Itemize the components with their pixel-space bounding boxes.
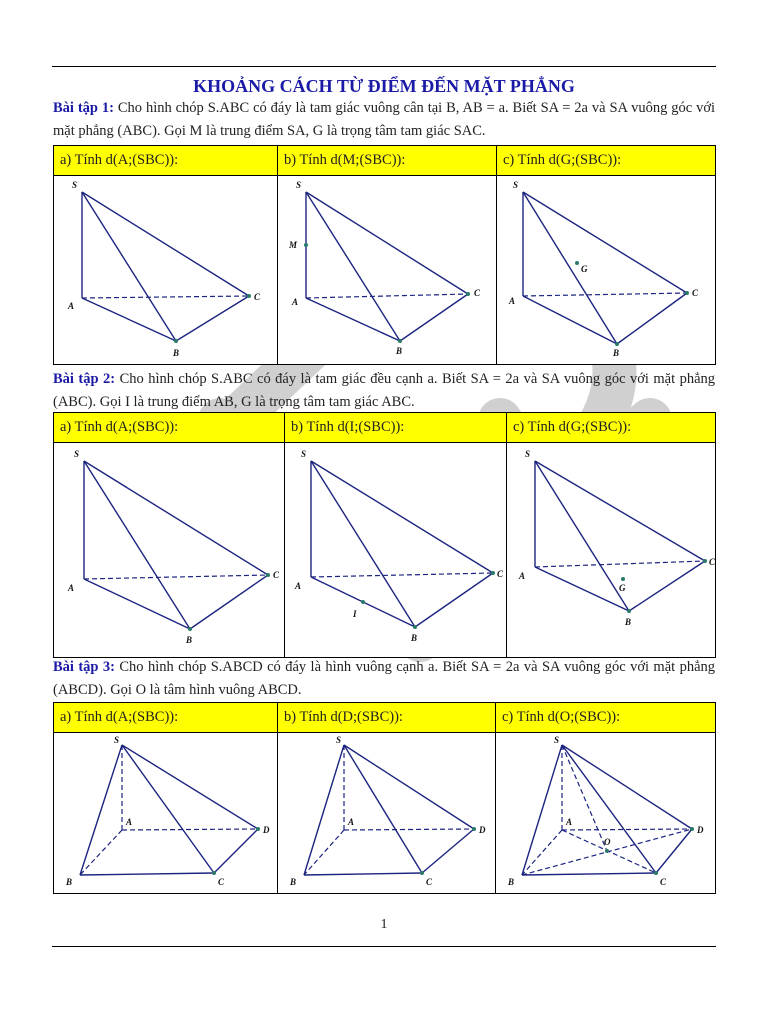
label-c: C bbox=[426, 877, 433, 887]
label-c: C bbox=[692, 288, 699, 298]
label-a: A bbox=[519, 571, 526, 581]
label-b: B bbox=[613, 348, 620, 358]
label-b: B bbox=[508, 877, 515, 887]
label-d: D bbox=[263, 825, 270, 835]
label-m: M bbox=[289, 240, 298, 250]
label-b: B bbox=[66, 877, 73, 887]
label-o: O bbox=[604, 837, 611, 847]
exercise-1-figure-c bbox=[497, 176, 715, 364]
label-c: C bbox=[709, 557, 716, 567]
exercise-2-label: Bài tập 2: bbox=[53, 371, 116, 387]
exercise-3-figure-a bbox=[54, 733, 276, 893]
exercise-3-figure-c bbox=[496, 733, 714, 893]
exercise-2-question-a: a) Tính d(A;(SBC)): bbox=[54, 413, 285, 443]
label-s: S bbox=[336, 735, 342, 745]
label-s: S bbox=[296, 180, 302, 190]
label-a: A bbox=[126, 817, 133, 827]
label-b: B bbox=[186, 635, 193, 645]
top-rule bbox=[52, 66, 716, 67]
exercise-3-label: Bài tập 3: bbox=[53, 659, 115, 675]
label-s: S bbox=[554, 735, 560, 745]
label-a: A bbox=[566, 817, 573, 827]
label-a: A bbox=[348, 817, 355, 827]
document-title: KHOẢNG CÁCH TỪ ĐIỂM ĐẾN MẶT PHẲNG bbox=[193, 76, 575, 96]
label-s: S bbox=[74, 449, 80, 459]
exercise-2-statement bbox=[53, 368, 715, 414]
label-g: G bbox=[619, 583, 626, 593]
label-c: C bbox=[254, 292, 261, 302]
exercise-1-text: Cho hình chóp S.ABC có đáy là tam giác vuông cân tại B, AB = a. Biết SA = 2a và SA vuông góc với mặt phẳng (ABC). Gọi M là trung điểm SA, G là trọng tâm tam giác SAC. bbox=[53, 100, 716, 139]
exercise-1-question-a: a) Tính d(A;(SBC)): bbox=[54, 146, 278, 176]
label-b: B bbox=[625, 617, 632, 627]
label-i: I bbox=[353, 609, 357, 619]
label-b: B bbox=[173, 348, 180, 358]
exercise-1-question-b: b) Tính d(M;(SBC)): bbox=[278, 146, 497, 176]
label-a: A bbox=[292, 297, 299, 307]
label-s: S bbox=[301, 449, 307, 459]
exercise-3-text: Cho hình chóp S.ABCD có đáy là hình vuông cạnh a. Biết SA = 2a và SA vuông góc với mặt phẳng (ABCD). Gọi O là tâm hình vuông ABCD. bbox=[53, 659, 716, 698]
exercise-3-statement bbox=[53, 656, 715, 702]
label-c: C bbox=[497, 569, 504, 579]
exercise-3-table bbox=[53, 702, 716, 894]
exercise-1-figure-b bbox=[278, 176, 496, 364]
exercise-1-table bbox=[53, 145, 716, 365]
label-a: A bbox=[68, 583, 75, 593]
label-b: B bbox=[411, 633, 418, 643]
label-b: B bbox=[396, 346, 403, 356]
label-d: D bbox=[479, 825, 486, 835]
exercise-2-figure-c bbox=[507, 443, 714, 657]
exercise-2-text: Cho hình chóp S.ABC có đáy là tam giác đều cạnh a. Biết SA = 2a và SA vuông góc với mặt phẳng (ABC). Gọi I là trung điểm AB, G là trọng tâm tam giác ABC. bbox=[53, 371, 716, 410]
label-c: C bbox=[474, 288, 481, 298]
exercise-1-question-c: c) Tính d(G;(SBC)): bbox=[497, 146, 716, 176]
label-a: A bbox=[509, 296, 516, 306]
page-number: 1 bbox=[380, 917, 388, 932]
exercise-2-figure-b bbox=[285, 443, 505, 657]
label-s: S bbox=[525, 449, 531, 459]
exercise-3-question-c: c) Tính d(O;(SBC)): bbox=[496, 703, 716, 733]
label-s: S bbox=[513, 180, 519, 190]
label-g: G bbox=[581, 264, 588, 274]
exercise-3-question-b: b) Tính d(D;(SBC)): bbox=[278, 703, 496, 733]
label-d: D bbox=[697, 825, 704, 835]
label-b: B bbox=[290, 877, 297, 887]
exercise-1-statement bbox=[53, 97, 715, 143]
label-c: C bbox=[660, 877, 667, 887]
exercise-2-figure-a bbox=[54, 443, 283, 657]
exercise-3-question-a: a) Tính d(A;(SBC)): bbox=[54, 703, 278, 733]
label-s: S bbox=[114, 735, 120, 745]
label-s: S bbox=[72, 180, 78, 190]
exercise-2-table bbox=[53, 412, 716, 658]
exercise-1-label: Bài tập 1: bbox=[53, 100, 114, 116]
exercise-3-figure-b bbox=[278, 733, 494, 893]
label-a: A bbox=[68, 301, 75, 311]
bottom-rule bbox=[52, 946, 716, 947]
exercise-1-figure-a bbox=[54, 176, 276, 364]
label-a: A bbox=[295, 581, 302, 591]
exercise-2-question-c: c) Tính d(G;(SBC)): bbox=[507, 413, 716, 443]
label-c: C bbox=[218, 877, 225, 887]
label-c: C bbox=[273, 570, 280, 580]
exercise-2-question-b: b) Tính d(I;(SBC)): bbox=[285, 413, 507, 443]
